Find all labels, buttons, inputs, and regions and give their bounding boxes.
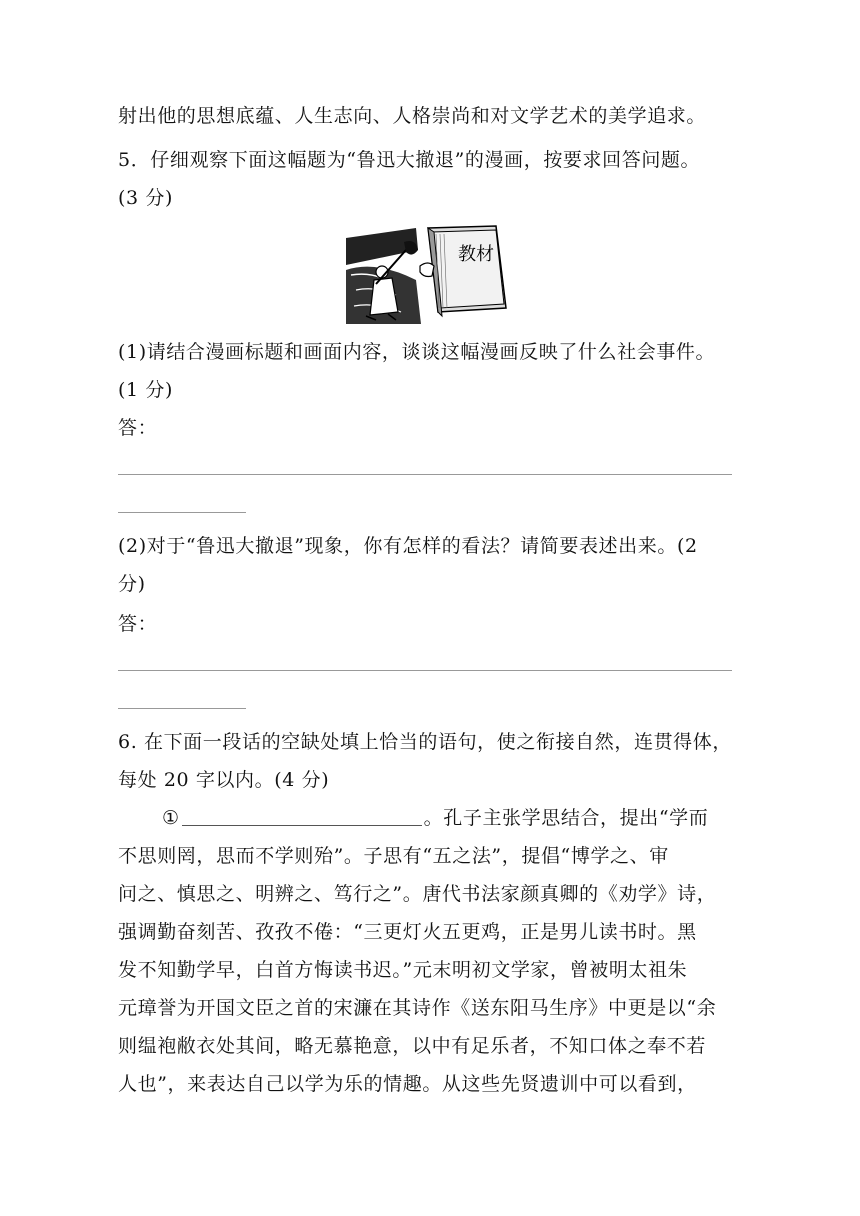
subquestion-2-prompt: (2)对于“鲁迅大撤退”现象，你有怎样的看法？请简要表述出来。(2: [118, 535, 698, 557]
blank-number: ①: [162, 807, 180, 829]
question-5-prompt: 5．仔细观察下面这幅题为“鲁迅大撤退”的漫画，按要求回答问题。: [118, 149, 701, 171]
answer-label: 答：: [118, 417, 158, 439]
paragraph-line: 发不知勤学早，白首方悔读书迟。”元末明初文学家，曾被明太祖朱: [118, 959, 688, 981]
answer-line[interactable]: [118, 474, 732, 475]
text-line: 射出他的思想底蕴、人生志向、人格崇尚和对文学艺术的美学追求。: [118, 105, 707, 127]
subquestion-1-points: (1 分): [118, 379, 173, 401]
subquestion-2-points: 分): [118, 573, 146, 595]
paragraph-line: 不思则罔，思而不学则殆”。子思有“五之法”，提倡“博学之、审: [118, 845, 669, 867]
paragraph-line: 则缊袍敝衣处其间，略无慕艳意，以中有足乐者，不知口体之奉不若: [118, 1035, 707, 1057]
question-5-points: (3 分): [118, 187, 173, 209]
paragraph-text: 。孔子主张学思结合，提出“学而: [423, 807, 709, 829]
answer-line[interactable]: [118, 512, 246, 513]
answer-line[interactable]: [118, 670, 732, 671]
fill-in-line: [162, 806, 708, 830]
question-6-prompt: 6. 在下面一段话的空缺处填上恰当的语句，使之衔接自然，连贯得体，: [118, 731, 732, 753]
answer-line[interactable]: [118, 708, 246, 709]
paragraph-line: 元璋誉为开国文臣之首的宋濂在其诗作《送东阳马生序》中更是以“余: [118, 997, 717, 1019]
paragraph-line: 强调勤奋刻苦、孜孜不倦：“三更灯火五更鸡，正是男儿读书时。黑: [118, 921, 697, 943]
question-6-points: 每处 20 字以内。(4 分): [118, 769, 330, 791]
book-label: 教材: [458, 244, 494, 265]
paragraph-line: 问之、慎思之、明辨之、笃行之”。唐代书法家颜真卿的《劝学》诗，: [118, 883, 717, 905]
fill-in-blank[interactable]: [182, 807, 422, 826]
subquestion-1-prompt: (1)请结合漫画标题和画面内容，谈谈这幅漫画反映了什么社会事件。: [118, 341, 716, 363]
answer-label: 答：: [118, 613, 158, 635]
paragraph-line: 人也”，来表达自己以学为乐的情趣。从这些先贤遗训中可以看到，: [118, 1073, 697, 1095]
cartoon-image: [346, 220, 512, 324]
